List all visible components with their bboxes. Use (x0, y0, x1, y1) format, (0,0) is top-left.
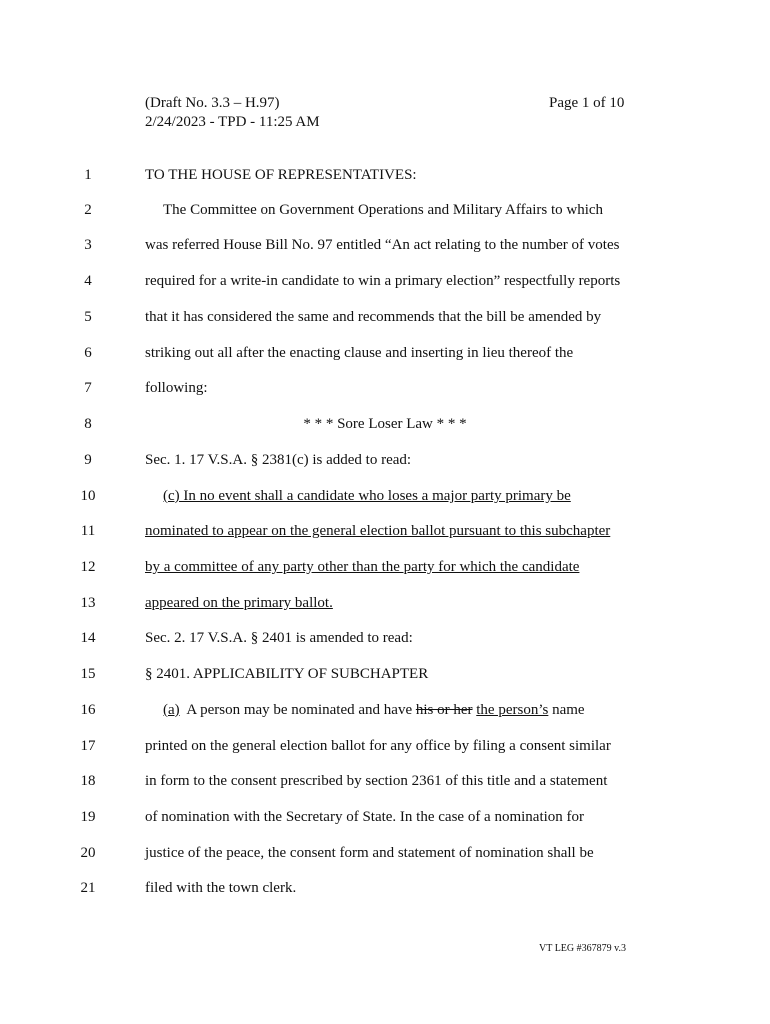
line-text: that it has considered the same and recommends that the bill be amended by (145, 309, 602, 325)
line-text: following: (145, 380, 208, 396)
line-17 (0, 735, 770, 757)
line-18 (0, 770, 770, 792)
draft-header (145, 94, 320, 132)
line-text: § 2401. APPLICABILITY OF SUBCHAPTER (145, 666, 429, 682)
line-number: 15 (80, 666, 96, 682)
line-number: 4 (84, 273, 92, 289)
line-text: required for a write-in candidate to win a primary election” respectfully reports (145, 273, 621, 289)
inserted-text: by a committee of any party other than the party for which the candidate (145, 559, 580, 575)
inserted-text: (c) In no event shall a candidate who loses a major party primary be (163, 488, 571, 504)
line-number: 12 (80, 559, 96, 575)
line-text: justice of the peace, the consent form and statement of nomination shall be (145, 845, 594, 861)
line-5 (0, 306, 770, 328)
line-number: 3 (84, 237, 92, 253)
line-number: 21 (80, 880, 96, 896)
inserted-text: (a) (163, 702, 180, 718)
line-8 (0, 413, 770, 435)
inserted-text: nominated to appear on the general election ballot pursuant to this subchapter (145, 523, 611, 539)
line-number: 20 (80, 845, 96, 861)
line-1 (0, 164, 770, 186)
plain-text: name (548, 702, 585, 718)
line-number: 11 (80, 523, 96, 539)
line-number: 1 (84, 167, 92, 183)
line-2 (0, 199, 770, 221)
line-number: 10 (80, 488, 96, 504)
footer-doc-id: VT LEG #367879 v.3 (539, 943, 626, 954)
line-number: 6 (84, 345, 92, 361)
line-12 (0, 556, 770, 578)
line-text: was referred House Bill No. 97 entitled “An act relating to the number of votes (145, 237, 620, 253)
line-text: in form to the consent prescribed by section 2361 of this title and a statement (145, 773, 608, 789)
line-13 (0, 592, 770, 614)
line-number: 19 (80, 809, 96, 825)
line-number: 2 (84, 202, 92, 218)
line-6 (0, 342, 770, 364)
line-9 (0, 449, 770, 471)
line-text: Sec. 1. 17 V.S.A. § 2381(c) is added to read: (145, 452, 412, 468)
line-text: Sec. 2. 17 V.S.A. § 2401 is amended to read: (145, 630, 413, 646)
line-text: The Committee on Government Operations and Military Affairs to which (163, 202, 604, 218)
line-16 (0, 699, 770, 721)
line-number: 14 (80, 630, 96, 646)
line-3 (0, 234, 770, 256)
line-text: printed on the general election ballot for any office by filing a consent similar (145, 738, 611, 754)
line-number: 8 (84, 416, 92, 432)
line-number: 13 (80, 595, 96, 611)
line-10 (0, 485, 770, 507)
line-text: filed with the town clerk. (145, 880, 297, 896)
line-20 (0, 842, 770, 864)
line-number: 7 (84, 380, 92, 396)
line-text: of nomination with the Secretary of State. In the case of a nomination for (145, 809, 585, 825)
line-21 (0, 877, 770, 899)
line-number: 17 (80, 738, 96, 754)
struck-text: his or her (415, 702, 473, 718)
line-11 (0, 520, 770, 542)
line-number: 9 (84, 452, 92, 468)
line-19 (0, 806, 770, 828)
line-15 (0, 663, 770, 685)
line-number: 16 (80, 702, 96, 718)
section-heading: * * * Sore Loser Law * * * (303, 416, 467, 432)
draft-number: (Draft No. 3.3 – H.97) (145, 95, 280, 111)
draft-date: 2/24/2023 - TPD - 11:25 AM (145, 114, 320, 130)
line-text: striking out all after the enacting clause and inserting in lieu thereof the (145, 345, 574, 361)
page-number: Page 1 of 10 (549, 95, 625, 111)
line-4 (0, 270, 770, 292)
line-number: 18 (80, 773, 96, 789)
line-text (163, 699, 585, 721)
line-14 (0, 627, 770, 649)
line-7 (0, 377, 770, 399)
line-text: TO THE HOUSE OF REPRESENTATIVES: (145, 167, 417, 183)
plain-text: A person may be nominated and have (179, 702, 416, 718)
inserted-text: appeared on the primary ballot. (145, 595, 333, 611)
line-number: 5 (84, 309, 92, 325)
inserted-text: the person’s (476, 702, 549, 718)
